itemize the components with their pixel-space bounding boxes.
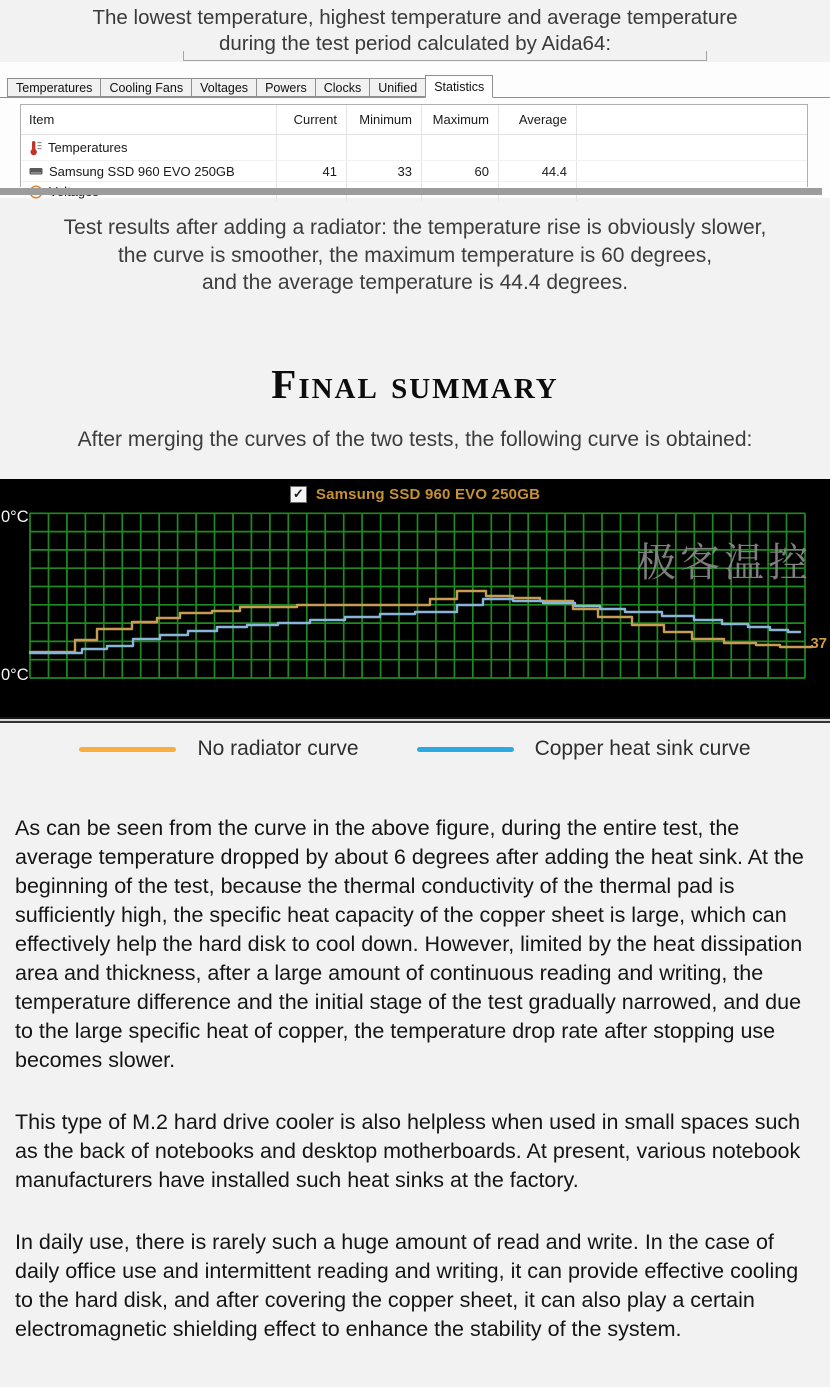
aida64-tab-bar bbox=[0, 75, 830, 98]
chart-canvas bbox=[0, 479, 830, 717]
chart-bottom-rule bbox=[0, 717, 830, 724]
y-axis-bottom-label: 0°C bbox=[1, 666, 29, 684]
chart-title-row bbox=[0, 486, 830, 503]
paragraph-3: In daily use, there is rarely such a huge amount of read and write. In the case of daily office use and intermittent reading and writing, it can provide effective cooling to the hard disk, and after covering the copper sheet, it can also play a certain electromagnetic shielding effect to enhance the stability of the system. bbox=[15, 1230, 799, 1341]
curve-end-value-label: 37 bbox=[810, 635, 827, 652]
y-axis-top-label: 0°C bbox=[1, 508, 29, 526]
tab-unified[interactable]: Unified bbox=[369, 78, 426, 97]
table-header-row bbox=[21, 105, 807, 135]
disk-icon bbox=[29, 165, 43, 177]
column-header-minimum: Minimum bbox=[347, 105, 422, 134]
temperature-chart bbox=[0, 479, 830, 717]
no-radiator-line-swatch bbox=[79, 747, 176, 752]
value-maximum: 60 bbox=[422, 161, 499, 181]
value-average: 44.4 bbox=[499, 161, 577, 181]
caption-line1: Test results after adding a radiator: the temperature rise is obviously slower, bbox=[63, 216, 767, 239]
row-label: Samsung SSD 960 EVO 250GB bbox=[49, 163, 235, 179]
statistics-table bbox=[20, 104, 808, 187]
page-title-line1: The lowest temperature, highest temperature and average temperature bbox=[92, 6, 738, 29]
final-summary-subtitle: After merging the curves of the two tests, the following curve is obtained: bbox=[77, 428, 753, 451]
legend-item-copper-heatsink bbox=[417, 737, 751, 761]
tab-powers[interactable]: Powers bbox=[256, 78, 316, 97]
value-current: 41 bbox=[277, 161, 347, 181]
checkbox-checked-icon[interactable]: ✓ bbox=[290, 486, 307, 503]
heading-underline bbox=[183, 51, 707, 61]
column-header-maximum: Maximum bbox=[422, 105, 499, 134]
legend-label: No radiator curve bbox=[197, 737, 359, 760]
caption-line2: the curve is smoother, the maximum temperature is 60 degrees, bbox=[117, 244, 713, 267]
value-minimum: 33 bbox=[347, 161, 422, 181]
tab-clocks[interactable]: Clocks bbox=[315, 78, 371, 97]
caption-line3: and the average temperature is 44.4 degrees. bbox=[201, 271, 629, 294]
tab-cooling-fans[interactable]: Cooling Fans bbox=[100, 78, 192, 97]
thermometer-icon bbox=[29, 140, 42, 156]
tab-statistics[interactable]: Statistics bbox=[425, 75, 493, 98]
column-header-average: Average bbox=[499, 105, 577, 134]
table-row-temperatures[interactable] bbox=[21, 135, 807, 161]
table-row-samsung-ssd[interactable] bbox=[21, 161, 807, 182]
column-header-current: Current bbox=[277, 105, 347, 134]
watermark-text: 极客温控 bbox=[636, 541, 812, 585]
aida64-screenshot bbox=[0, 62, 830, 198]
copper-heatsink-line-swatch bbox=[417, 747, 514, 752]
column-header-item: Item bbox=[21, 105, 277, 134]
legend-item-no-radiator bbox=[79, 737, 358, 761]
final-summary-heading: Final summary bbox=[271, 361, 559, 407]
screenshot-crop-bar bbox=[0, 188, 822, 195]
chart-legend bbox=[0, 727, 830, 771]
row-label: Temperatures bbox=[48, 140, 128, 155]
tab-voltages[interactable]: Voltages bbox=[191, 78, 257, 97]
page-title-line2: during the test period calculated by Aida64: bbox=[218, 32, 612, 55]
chart-title: Samsung SSD 960 EVO 250GB bbox=[315, 486, 541, 503]
paragraph-1: As can be seen from the curve in the above figure, during the entire test, the average temperature dropped by about 6 degrees after adding the heat sink. At the beginning of the test, because the thermal conductivity of the thermal pad is sufficiently high, the specific heat capacity of the copper sheet is large, which can effectively help the hard disk to cool down. However, limited by the heat dissipation area and thickness, after a large amount of continuous reading and writing, the temperature difference and the initial stage of the test gradually narrowed, and due to the large specific heat of copper, the temperature drop rate after stopping use becomes slower. bbox=[15, 816, 804, 1072]
paragraph-2: This type of M.2 hard drive cooler is also helpless when used in small spaces such as the back of notebooks and desktop motherboards. At present, various notebook manufacturers have installed such heat sinks at the factory. bbox=[15, 1110, 801, 1192]
tab-temperatures[interactable]: Temperatures bbox=[7, 78, 101, 97]
legend-label: Copper heat sink curve bbox=[534, 737, 751, 760]
article-body bbox=[15, 814, 817, 1377]
